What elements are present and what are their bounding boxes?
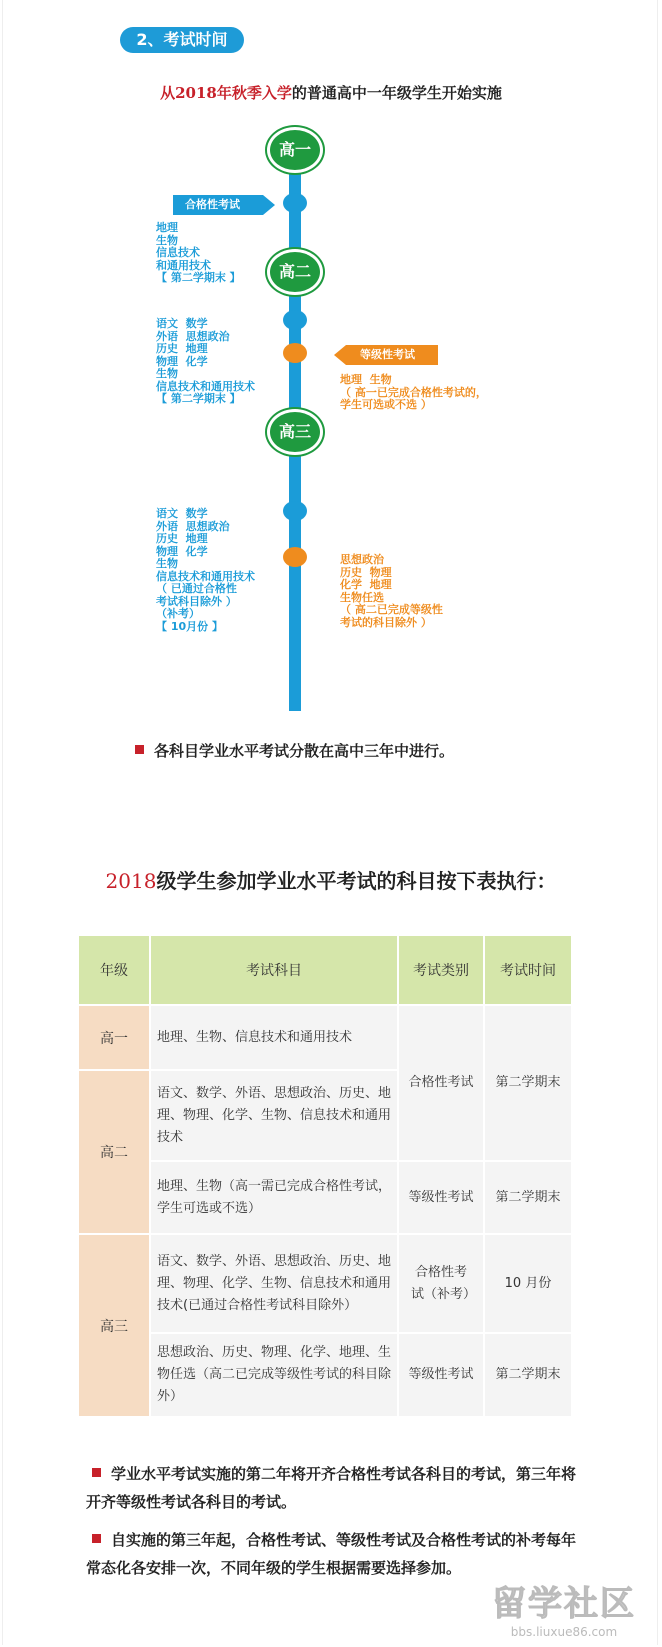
timeline-dot-pass-3 (283, 501, 307, 521)
footer-paragraph-2: 自实施的第三年起，合格性考试、等级性考试及合格性考试的补考每年常态化各安排一次，不同年级的学生根据需要选择参加。 (86, 1531, 577, 1577)
subtitle-rest: 级学生参加学业水平考试的科目按下表执行： (156, 869, 557, 893)
grade-cell-3: 高三 (78, 1234, 150, 1417)
tag-level-exam: 等级性考试 (346, 345, 438, 365)
grade-node-1: 高一 (267, 127, 323, 173)
grade-node-3: 高三 (267, 409, 323, 455)
type-cell-pass: 合格性考试 (398, 1005, 484, 1161)
grade-cell-2: 高二 (78, 1070, 150, 1234)
g2-level-subjects: 地理 生物 （ 高一已完成合格性考试的， 学生可选或不选 ） (340, 373, 487, 411)
intro-highlight: 从2018年秋季入学 (160, 84, 292, 102)
table-row-subjects-2: 语文、数学、外语、思想政治、历史、地理、物理、化学、生物、信息技术和通用技术 (150, 1070, 398, 1161)
grade-cell-1: 高一 (78, 1005, 150, 1070)
note-distribution: 各科目学业水平考试分散在高中三年中进行。 (135, 740, 454, 761)
time-cell-r3: 第二学期末 (484, 1161, 572, 1234)
type-cell-makeup: 合格性考试（补考） (398, 1234, 484, 1333)
watermark-logo (492, 1576, 636, 1639)
g3-level-subjects: 思想政治 历史 物理 化学 地理 生物任选 （ 高二已完成等级性 考试的科目除外 ） (340, 553, 443, 629)
red-square-icon (92, 1468, 101, 1477)
header-type: 考试类别 (398, 935, 484, 1005)
table-subtitle (0, 865, 662, 894)
footer-paragraph-1: 学业水平考试实施的第二年将开齐合格性考试各科目的考试，第三年将开齐等级性考试各科目的考试。 (86, 1465, 577, 1511)
table-row-subjects-4: 语文、数学、外语、思想政治、历史、地理、物理、化学、生物、信息技术和通用技术(已通过合格性考试科目除外） (150, 1234, 398, 1333)
timeline-dot-pass-1 (283, 193, 307, 213)
time-cell-term2: 第二学期末 (484, 1005, 572, 1161)
type-cell-level: 等级性考试 (398, 1161, 484, 1234)
table-row-subjects-1: 地理、生物、信息技术和通用技术 (150, 1005, 398, 1070)
subtitle-year: 2018 (105, 869, 157, 893)
time-cell-r5: 第二学期末 (484, 1333, 572, 1417)
header-time: 考试时间 (484, 935, 572, 1005)
g1-pass-subjects: 地理 生物 信息技术 和通用技术 【 第二学期末 】 (156, 221, 241, 284)
header-grade: 年级 (78, 935, 150, 1005)
grade-node-2: 高二 (267, 249, 323, 295)
g3-pass-subjects: 语文 数学 外语 思想政治 历史 地理 物理 化学 生物 信息技术和通用技术 （ 已通过合格性 考试科目除外 ） （补考） 【 10月份 】 (156, 507, 255, 633)
timeline-dot-level-2 (283, 343, 307, 363)
time-cell-oct: 10 月份 (484, 1234, 572, 1333)
timeline-dot-pass-2 (283, 310, 307, 330)
tag-pass-exam: 合格性考试 (173, 195, 263, 215)
intro-line (0, 82, 662, 103)
timeline-dot-level-3 (283, 547, 307, 567)
section-title: 2、考试时间 (120, 27, 244, 53)
table-row-subjects-5: 思想政治、历史、物理、化学、地理、生物任选（高二已完成等级性考试的科目除外） (150, 1333, 398, 1417)
g2-pass-subjects: 语文 数学 外语 思想政治 历史 地理 物理 化学 生物 信息技术和通用技术 【 第二学期末 】 (156, 317, 255, 405)
header-subjects: 考试科目 (150, 935, 398, 1005)
red-square-icon (92, 1534, 101, 1543)
table-row-subjects-3: 地理、生物（高一需已完成合格性考试，学生可选或不选） (150, 1161, 398, 1234)
red-square-icon (135, 745, 144, 754)
type-cell-level-2: 等级性考试 (398, 1333, 484, 1417)
watermark-brand: 留学社区 (492, 1584, 636, 1624)
intro-rest: 的普通高中一年级学生开始实施 (291, 84, 502, 102)
watermark-url: bbs.liuxue86.com (510, 1625, 618, 1639)
